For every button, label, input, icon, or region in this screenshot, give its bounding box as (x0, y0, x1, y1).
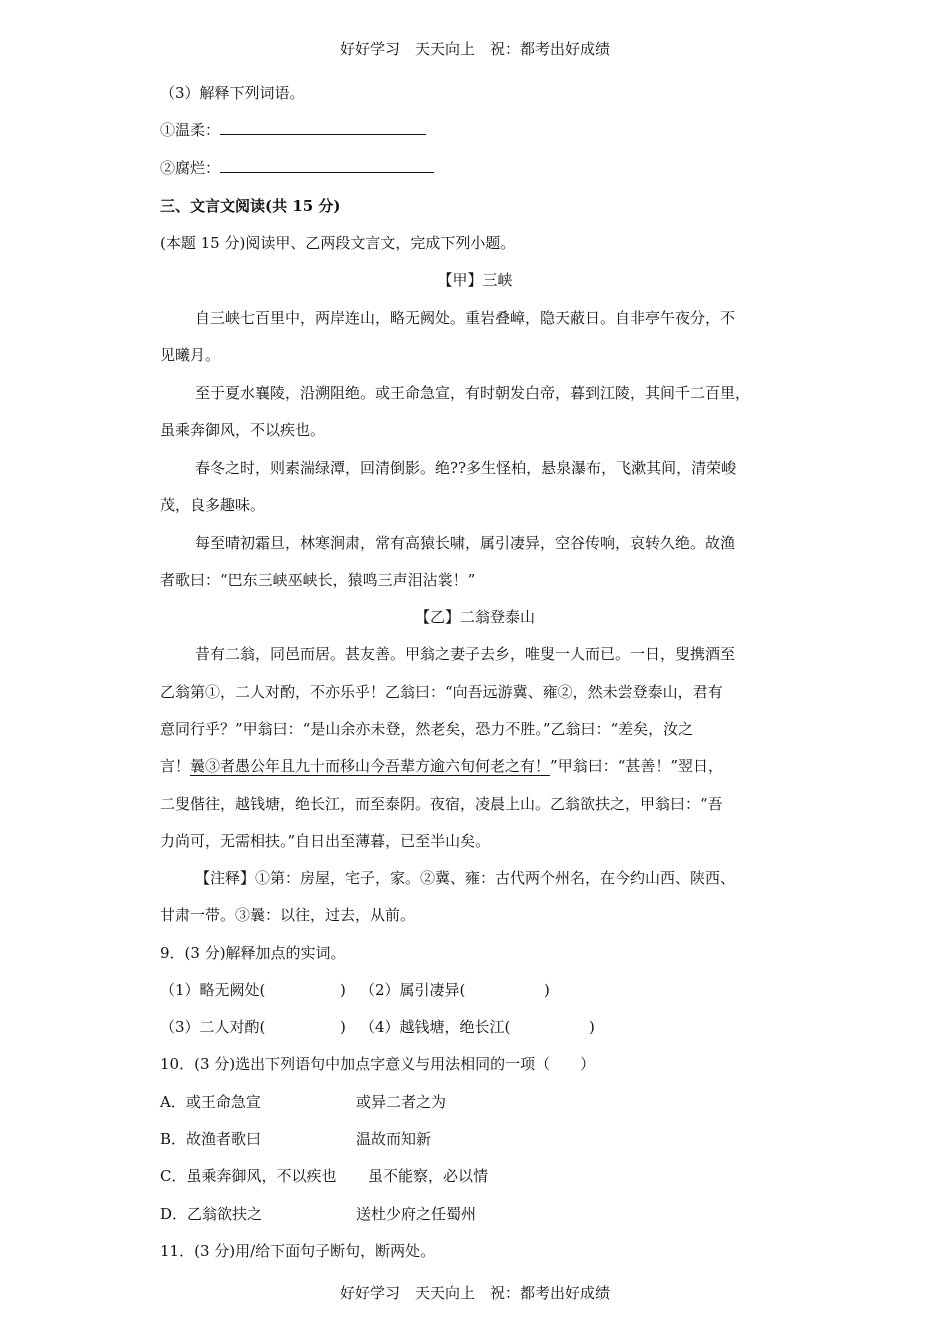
q11-title: 11．(3 分)用/给下面句子断句，断两处。 (160, 1242, 436, 1260)
q10-option-b[interactable] (160, 1128, 431, 1149)
option-left: B．故渔者歌曰 (160, 1130, 262, 1148)
q10-title: 10．(3 分)选出下列语句中加点字意义与用法相同的一项（ ） (160, 1055, 596, 1073)
jia-line: 见曦月。 (160, 346, 221, 364)
jia-line: 自三峡七百里中，两岸连山，略无阙处。重岩叠嶂，隐天蔽日。自非亭午夜分，不 (195, 309, 736, 327)
option-right: 或异二者之为 (356, 1093, 447, 1111)
q10-option-a[interactable] (160, 1091, 446, 1112)
q9-d-label: （4）越钱塘，绝长江( (360, 1018, 511, 1036)
q10-option-d[interactable] (160, 1203, 476, 1224)
q9-b-label: （2）属引凄异( (360, 981, 466, 999)
annotation-line: 甘肃一带。③曩：以往，过去，从前。 (160, 906, 416, 924)
yi-line: 意同行乎？”甲翁曰：“是山余亦未登，然老矣，恐力不胜。”乙翁曰：“差矣，汝之 (160, 720, 694, 738)
yi-line-4-pre: 言！ (160, 757, 191, 775)
jia-line: 至于夏水襄陵，沿溯阻绝。或王命急宣，有时朝发白帝，暮到江陵，其间千二百里， (195, 384, 751, 402)
jia-line: 虽乘奔御风，不以疾也。 (160, 421, 326, 439)
jia-line: 春冬之时，则素湍绿潭，回清倒影。绝??多生怪柏，悬泉瀑布，飞漱其间，清荣峻 (195, 459, 737, 477)
yi-line: 昔有二翁，同邑而居。甚友善。甲翁之妻子去乡，唯叟一人而已。一日，叟携酒至 (195, 645, 736, 663)
jia-line: 者歌曰：“巴东三峡巫峡长，猿鸣三声泪沾裳！” (160, 571, 476, 589)
option-right: 温故而知新 (356, 1130, 432, 1148)
yi-line: 二叟偕往，越钱塘，绝长江，而至泰阴。夜宿，凌晨上山。乙翁欲扶之，甲翁曰：“吾 (160, 795, 723, 813)
option-left: A．或王命急宣 (160, 1093, 261, 1111)
page-footer: 好好学习 天天向上 祝：都考出好成绩 (339, 1284, 610, 1302)
jia-line: 茂，良多趣味。 (160, 496, 266, 514)
option-left: C．虽乘奔御风，不以疾也 (160, 1167, 337, 1185)
jia-title: 【甲】三峡 (437, 271, 513, 289)
q3-item-2 (160, 157, 434, 178)
q9-row-2 (160, 1016, 595, 1037)
section-3-intro: (本题 15 分)阅读甲、乙两段文言文，完成下列小题。 (160, 234, 516, 252)
answer-blank-2[interactable] (220, 158, 434, 173)
q9-b-close: ) (544, 981, 550, 999)
option-left: D．乙翁欲扶之 (160, 1205, 263, 1223)
q9-a-close: ) (340, 981, 346, 999)
page-header: 好好学习 天天向上 祝：都考出好成绩 (339, 40, 610, 58)
q9-c-label: （3）二人对酌( (160, 1018, 266, 1036)
answer-blank-1[interactable] (220, 120, 426, 135)
yi-line-4 (160, 755, 723, 776)
q9-d-close: ) (589, 1018, 595, 1036)
q3-item-1-label: ①温柔： (160, 121, 221, 139)
q3-prompt: （3）解释下列词语。 (160, 84, 305, 102)
q9-c-close: ) (340, 1018, 346, 1036)
underlined-sentence: 曩③者愚公年且九十而移山今吾辈方逾六旬何老之有！ (190, 757, 551, 775)
jia-line: 每至晴初霜旦，林寒涧肃，常有高猿长啸，属引凄异，空谷传响，哀转久绝。故渔 (195, 534, 736, 552)
option-right: 送杜少府之任蜀州 (356, 1205, 477, 1223)
q3-item-1 (160, 119, 426, 140)
q10-option-c[interactable] (160, 1165, 488, 1186)
yi-line: 力尚可，无需相扶。”自日出至薄暮，已至半山矣。 (160, 832, 491, 850)
section-3-title: 三、文言文阅读(共 15 分) (160, 197, 341, 215)
yi-line: 乙翁第①，二人对酌，不亦乐乎！乙翁曰：“向吾远游冀、雍②，然未尝登泰山，君有 (160, 683, 723, 701)
q9-title: 9．(3 分)解释加点的实词。 (160, 944, 346, 962)
q9-a-label: （1）略无阙处( (160, 981, 266, 999)
yi-title: 【乙】二翁登泰山 (414, 608, 535, 626)
yi-line-4-post: ”甲翁曰：“甚善！”翌日， (550, 757, 724, 775)
q9-row-1 (160, 979, 550, 1000)
q3-item-2-label: ②腐烂： (160, 159, 221, 177)
option-right: 虽不能察，必以情 (368, 1167, 489, 1185)
annotation-line: 【注释】①第：房屋，宅子，家。②冀、雍：古代两个州名，在今约山西、陕西、 (195, 869, 736, 887)
